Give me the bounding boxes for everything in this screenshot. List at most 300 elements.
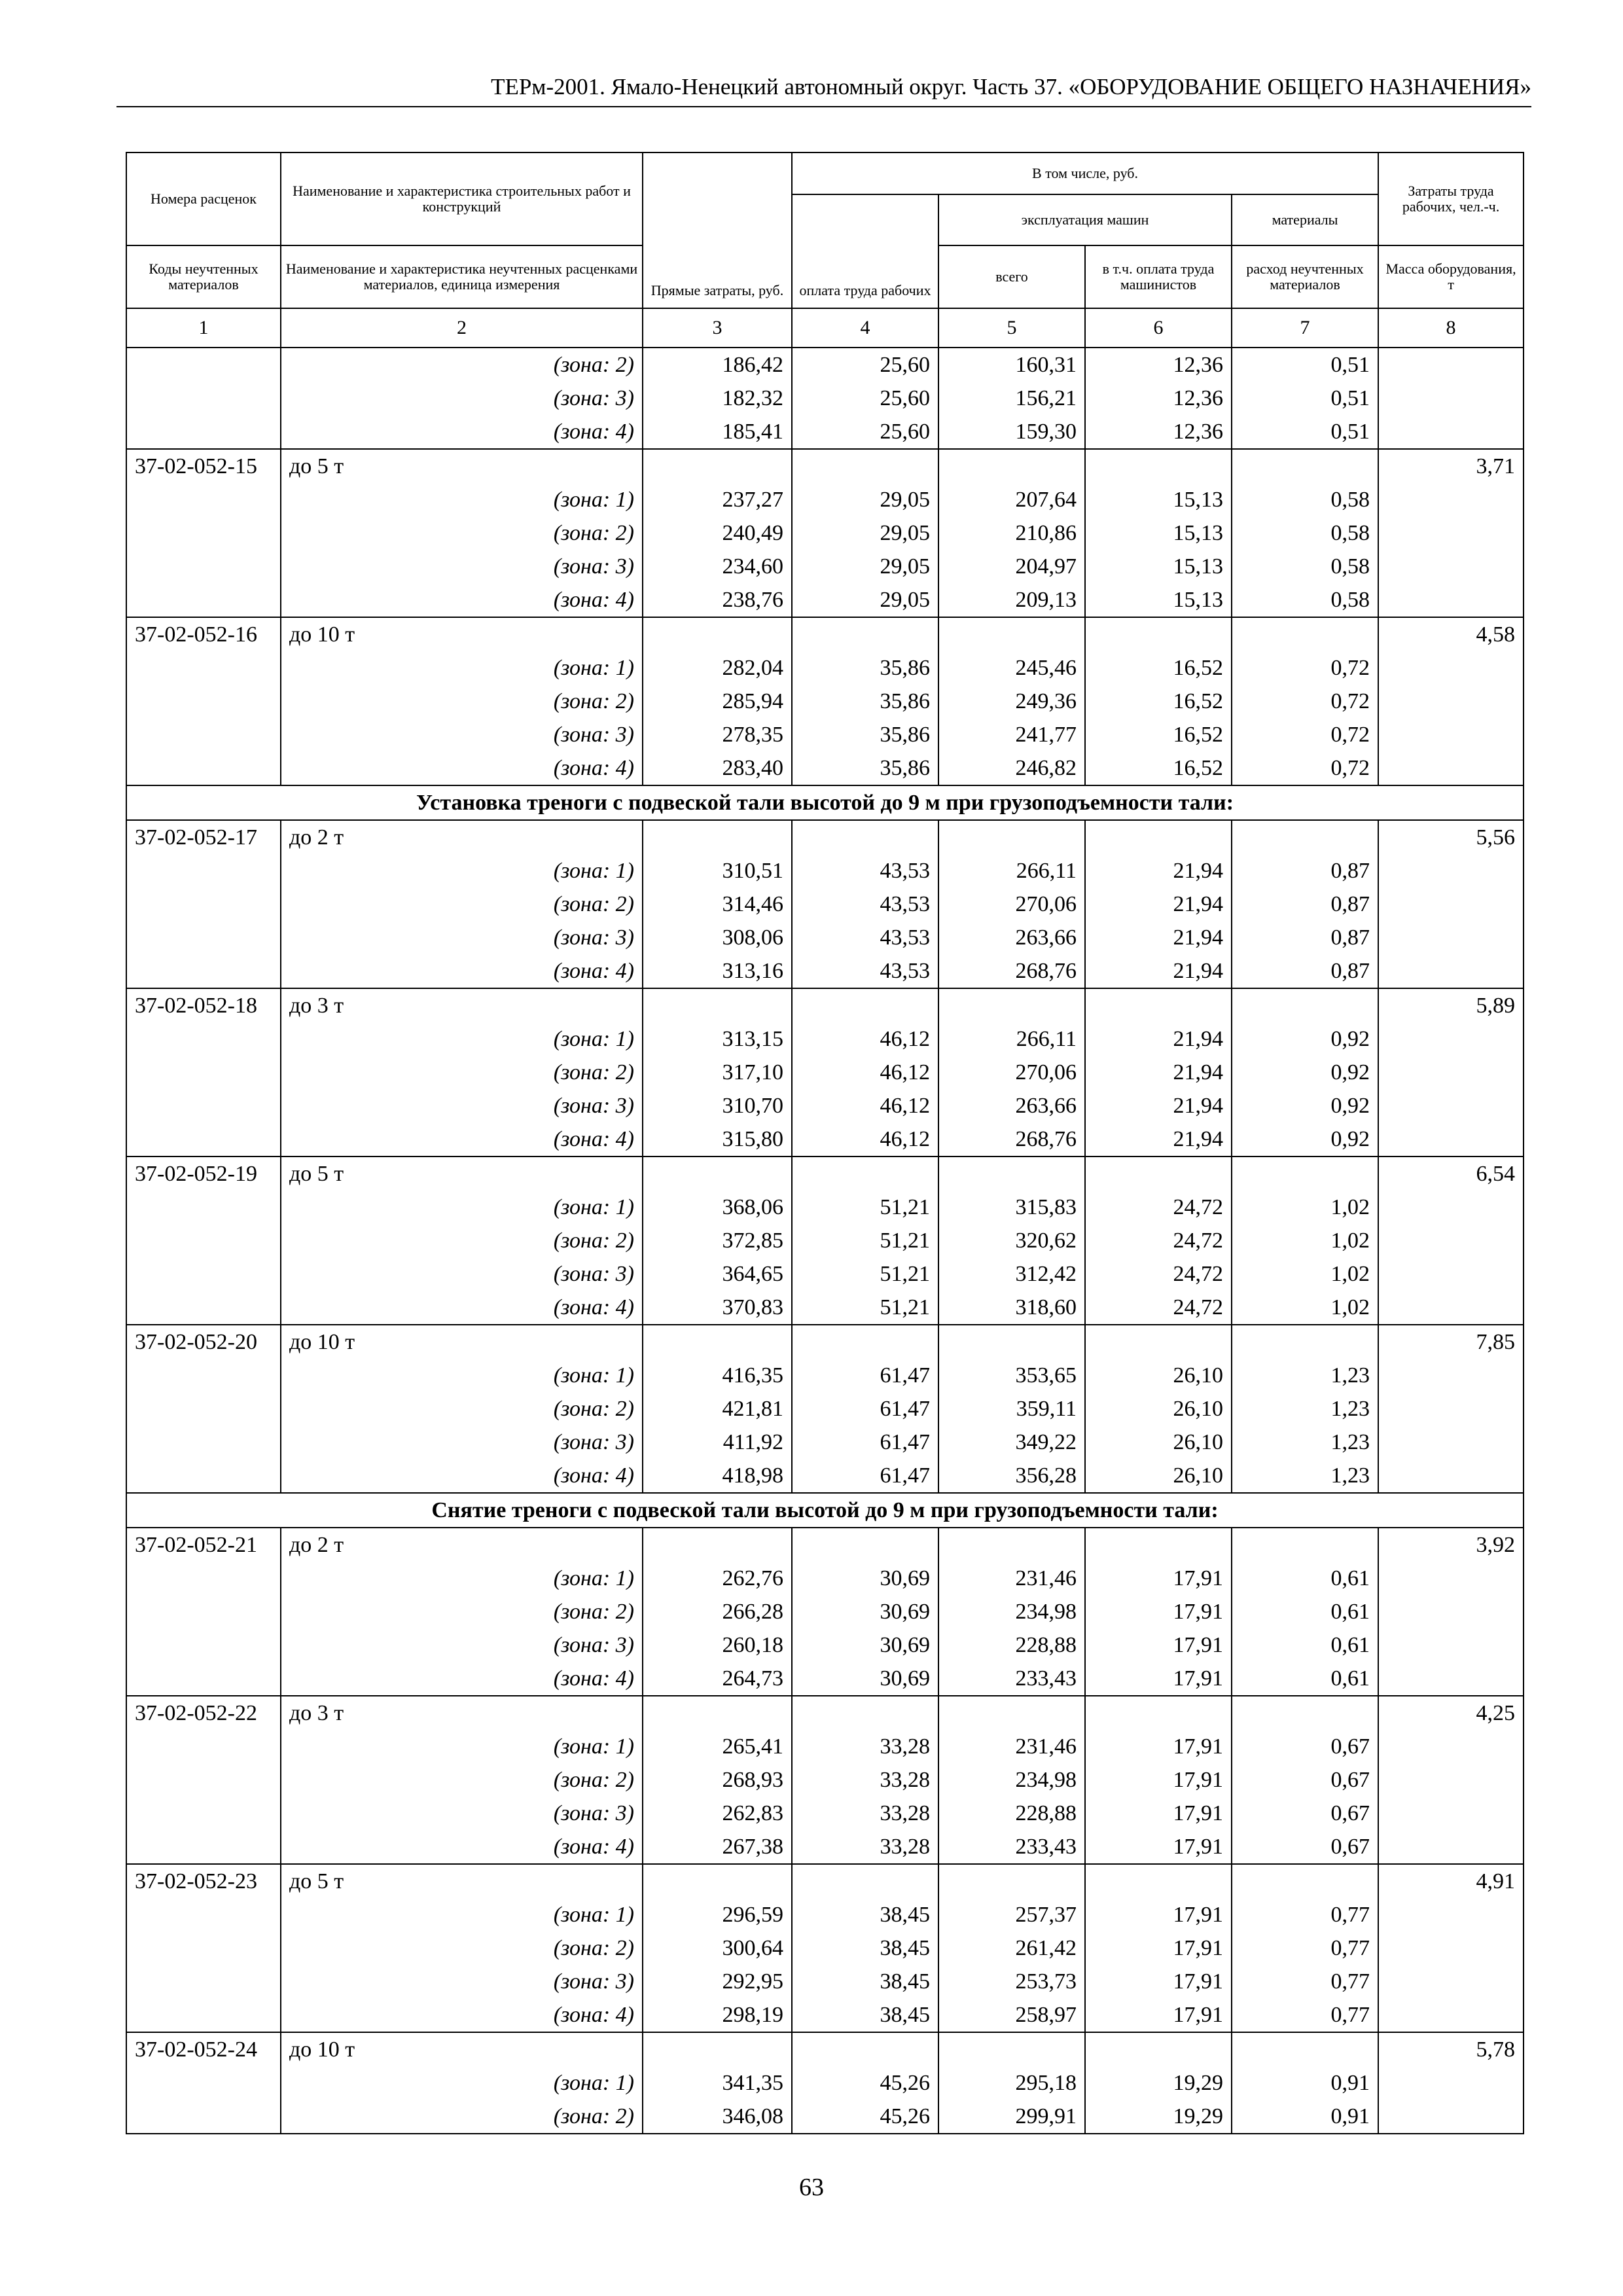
zone-row — [126, 1291, 1524, 1325]
labor-cost — [1378, 888, 1524, 921]
machine-total: 299,91 — [938, 2100, 1085, 2134]
worker-pay: 51,21 — [792, 1224, 938, 1257]
section-title: Снятие треноги с подвеской тали высотой до 9 м при грузоподъемности тали: — [126, 1493, 1524, 1528]
rate-code — [126, 1730, 281, 1763]
direct-cost: 265,41 — [643, 1730, 792, 1763]
worker-pay: 61,47 — [792, 1459, 938, 1493]
labor-cost — [1378, 1965, 1524, 1998]
machinist-pay: 21,94 — [1085, 1089, 1232, 1122]
labor-cost: 3,92 — [1378, 1528, 1524, 1562]
worker-pay: 29,05 — [792, 550, 938, 583]
rates-table — [126, 152, 1524, 2134]
rate-code — [126, 1291, 281, 1325]
worker-pay: 38,45 — [792, 1898, 938, 1931]
rate-code: 37-02-052-17 — [126, 820, 281, 854]
zone-row — [126, 1359, 1524, 1392]
rate-code — [126, 651, 281, 685]
table-header — [126, 152, 1524, 348]
machinist-pay — [1085, 1864, 1232, 1898]
worker-pay: 51,21 — [792, 1257, 938, 1291]
zone-row — [126, 1931, 1524, 1965]
machine-total — [938, 988, 1085, 1022]
labor-cost: 7,85 — [1378, 1325, 1524, 1359]
machine-total: 295,18 — [938, 2066, 1085, 2100]
materials-cost: 0,77 — [1232, 1998, 1378, 2032]
machinist-pay: 26,10 — [1085, 1359, 1232, 1392]
direct-cost: 234,60 — [643, 550, 792, 583]
machine-total: 207,64 — [938, 483, 1085, 516]
machine-total: 266,11 — [938, 854, 1085, 888]
machine-total: 312,42 — [938, 1257, 1085, 1291]
direct-cost — [643, 1696, 792, 1730]
machinist-pay: 17,91 — [1085, 1562, 1232, 1595]
header-machine-op: эксплуатация машин — [938, 194, 1232, 245]
labor-cost — [1378, 1562, 1524, 1595]
header-direct-cost: Прямые затраты, руб. — [643, 152, 792, 308]
labor-cost — [1378, 954, 1524, 988]
rate-code — [126, 1392, 281, 1426]
worker-pay: 35,86 — [792, 651, 938, 685]
machine-total: 241,77 — [938, 718, 1085, 751]
machinist-pay: 17,91 — [1085, 1998, 1232, 2032]
rate-name: до 10 т — [281, 2032, 643, 2066]
labor-cost — [1378, 1191, 1524, 1224]
zone-label: (зона: 3) — [281, 550, 643, 583]
machinist-pay: 21,94 — [1085, 888, 1232, 921]
direct-cost — [643, 2032, 792, 2066]
rate-row — [126, 988, 1524, 1022]
machinist-pay — [1085, 1157, 1232, 1191]
materials-cost: 1,23 — [1232, 1459, 1378, 1493]
zone-row — [126, 854, 1524, 888]
rate-code — [126, 1797, 281, 1830]
worker-pay: 29,05 — [792, 516, 938, 550]
zone-row — [126, 1628, 1524, 1662]
header-including: В том числе, руб. — [792, 152, 1378, 194]
machine-total: 359,11 — [938, 1392, 1085, 1426]
materials-cost: 0,67 — [1232, 1730, 1378, 1763]
machinist-pay: 16,52 — [1085, 685, 1232, 718]
rate-row — [126, 449, 1524, 483]
labor-cost — [1378, 651, 1524, 685]
header-name-materials: Наименование и характеристика неучтенных расценками материалов, единица измерения — [281, 245, 643, 308]
worker-pay: 43,53 — [792, 854, 938, 888]
machine-total: 159,30 — [938, 415, 1085, 449]
worker-pay: 61,47 — [792, 1392, 938, 1426]
machine-total: 320,62 — [938, 1224, 1085, 1257]
direct-cost — [643, 449, 792, 483]
materials-cost: 0,91 — [1232, 2066, 1378, 2100]
rate-code — [126, 1898, 281, 1931]
table-body — [126, 348, 1524, 2134]
machinist-pay: 17,91 — [1085, 1628, 1232, 1662]
machine-total: 353,65 — [938, 1359, 1085, 1392]
zone-label: (зона: 4) — [281, 1662, 643, 1696]
materials-cost: 1,02 — [1232, 1291, 1378, 1325]
materials-cost: 0,87 — [1232, 888, 1378, 921]
labor-cost — [1378, 1730, 1524, 1763]
labor-cost — [1378, 1662, 1524, 1696]
zone-row — [126, 1998, 1524, 2032]
zone-row — [126, 1056, 1524, 1089]
machine-total: 266,11 — [938, 1022, 1085, 1056]
column-number: 2 — [281, 308, 643, 348]
labor-cost — [1378, 1122, 1524, 1157]
machinist-pay: 12,36 — [1085, 382, 1232, 415]
rate-code — [126, 1022, 281, 1056]
direct-cost: 278,35 — [643, 718, 792, 751]
rate-name: до 2 т — [281, 1528, 643, 1562]
labor-cost — [1378, 1224, 1524, 1257]
machinist-pay: 17,91 — [1085, 1763, 1232, 1797]
machine-total: 204,97 — [938, 550, 1085, 583]
labor-cost — [1378, 382, 1524, 415]
machine-total: 249,36 — [938, 685, 1085, 718]
worker-pay: 51,21 — [792, 1291, 938, 1325]
machinist-pay: 17,91 — [1085, 1965, 1232, 1998]
machine-total: 233,43 — [938, 1830, 1085, 1864]
zone-label: (зона: 1) — [281, 1730, 643, 1763]
labor-cost — [1378, 1797, 1524, 1830]
direct-cost: 308,06 — [643, 921, 792, 954]
rate-code: 37-02-052-22 — [126, 1696, 281, 1730]
rate-row — [126, 820, 1524, 854]
zone-label: (зона: 1) — [281, 1359, 643, 1392]
rate-row — [126, 1157, 1524, 1191]
machinist-pay: 17,91 — [1085, 1830, 1232, 1864]
rate-name: до 5 т — [281, 449, 643, 483]
zone-label: (зона: 2) — [281, 1595, 643, 1628]
labor-cost — [1378, 516, 1524, 550]
zone-row — [126, 1562, 1524, 1595]
column-number: 3 — [643, 308, 792, 348]
materials-cost: 0,58 — [1232, 516, 1378, 550]
rate-code: 37-02-052-23 — [126, 1864, 281, 1898]
labor-cost — [1378, 1998, 1524, 2032]
machine-total — [938, 449, 1085, 483]
machinist-pay — [1085, 820, 1232, 854]
section-row — [126, 785, 1524, 820]
worker-pay — [792, 1325, 938, 1359]
rate-code — [126, 2066, 281, 2100]
direct-cost — [643, 820, 792, 854]
machinist-pay: 26,10 — [1085, 1459, 1232, 1493]
rate-code — [126, 1595, 281, 1628]
worker-pay: 46,12 — [792, 1089, 938, 1122]
machinist-pay: 24,72 — [1085, 1257, 1232, 1291]
rate-code — [126, 888, 281, 921]
worker-pay — [792, 1864, 938, 1898]
rate-name: до 2 т — [281, 820, 643, 854]
labor-cost — [1378, 348, 1524, 382]
machine-total — [938, 820, 1085, 854]
rate-code: 37-02-052-21 — [126, 1528, 281, 1562]
rate-code: 37-02-052-19 — [126, 1157, 281, 1191]
worker-pay: 25,60 — [792, 348, 938, 382]
machinist-pay: 21,94 — [1085, 1122, 1232, 1157]
machine-total: 246,82 — [938, 751, 1085, 785]
machinist-pay: 12,36 — [1085, 415, 1232, 449]
zone-label: (зона: 4) — [281, 1459, 643, 1493]
rate-code — [126, 685, 281, 718]
rate-code — [126, 954, 281, 988]
worker-pay: 46,12 — [792, 1056, 938, 1089]
materials-cost: 0,77 — [1232, 1965, 1378, 1998]
rate-code — [126, 1998, 281, 2032]
zone-label: (зона: 2) — [281, 1056, 643, 1089]
materials-cost: 1,02 — [1232, 1257, 1378, 1291]
zone-row — [126, 1965, 1524, 1998]
materials-cost: 0,61 — [1232, 1595, 1378, 1628]
rate-row — [126, 1325, 1524, 1359]
machine-total — [938, 1157, 1085, 1191]
zone-label: (зона: 1) — [281, 1191, 643, 1224]
header-total: всего — [938, 245, 1085, 308]
labor-cost — [1378, 1931, 1524, 1965]
rate-code — [126, 1662, 281, 1696]
zone-row — [126, 1426, 1524, 1459]
direct-cost: 310,70 — [643, 1089, 792, 1122]
zone-label: (зона: 2) — [281, 888, 643, 921]
materials-cost: 0,87 — [1232, 921, 1378, 954]
worker-pay — [792, 820, 938, 854]
machine-total: 257,37 — [938, 1898, 1085, 1931]
worker-pay: 30,69 — [792, 1662, 938, 1696]
zone-label: (зона: 3) — [281, 718, 643, 751]
materials-cost: 0,72 — [1232, 751, 1378, 785]
labor-cost: 5,78 — [1378, 2032, 1524, 2066]
zone-label: (зона: 3) — [281, 1089, 643, 1122]
worker-pay: 45,26 — [792, 2100, 938, 2134]
rate-code — [126, 1965, 281, 1998]
materials-cost: 0,51 — [1232, 348, 1378, 382]
machinist-pay: 24,72 — [1085, 1291, 1232, 1325]
machine-total: 268,76 — [938, 954, 1085, 988]
zone-label: (зона: 4) — [281, 1998, 643, 2032]
labor-cost: 3,71 — [1378, 449, 1524, 483]
zone-label: (зона: 3) — [281, 382, 643, 415]
direct-cost: 182,32 — [643, 382, 792, 415]
machine-total — [938, 1696, 1085, 1730]
rate-name: до 5 т — [281, 1864, 643, 1898]
zone-row — [126, 382, 1524, 415]
direct-cost: 264,73 — [643, 1662, 792, 1696]
direct-cost: 313,16 — [643, 954, 792, 988]
rate-row — [126, 2032, 1524, 2066]
direct-cost: 310,51 — [643, 854, 792, 888]
rate-code — [126, 1830, 281, 1864]
labor-cost — [1378, 1426, 1524, 1459]
zone-label: (зона: 4) — [281, 1291, 643, 1325]
rate-code — [126, 1359, 281, 1392]
machine-total: 261,42 — [938, 1931, 1085, 1965]
materials-cost: 0,77 — [1232, 1931, 1378, 1965]
materials-cost: 0,87 — [1232, 854, 1378, 888]
direct-cost — [643, 1864, 792, 1898]
rate-name: до 10 т — [281, 1325, 643, 1359]
worker-pay: 35,86 — [792, 685, 938, 718]
machine-total: 228,88 — [938, 1797, 1085, 1830]
rate-code — [126, 1257, 281, 1291]
direct-cost: 283,40 — [643, 751, 792, 785]
rate-code — [126, 921, 281, 954]
machine-total: 245,46 — [938, 651, 1085, 685]
materials-cost: 0,58 — [1232, 583, 1378, 617]
materials-cost: 1,02 — [1232, 1191, 1378, 1224]
rate-row — [126, 1528, 1524, 1562]
machine-total: 209,13 — [938, 583, 1085, 617]
machine-total: 318,60 — [938, 1291, 1085, 1325]
zone-label: (зона: 3) — [281, 1797, 643, 1830]
zone-row — [126, 1257, 1524, 1291]
machine-total: 258,97 — [938, 1998, 1085, 2032]
labor-cost — [1378, 1830, 1524, 1864]
machinist-pay — [1085, 988, 1232, 1022]
machine-total — [938, 1325, 1085, 1359]
worker-pay: 51,21 — [792, 1191, 938, 1224]
rate-code — [126, 1056, 281, 1089]
direct-cost: 368,06 — [643, 1191, 792, 1224]
machinist-pay: 12,36 — [1085, 348, 1232, 382]
materials-cost — [1232, 1157, 1378, 1191]
header-code-materials: Коды неучтенных материалов — [126, 245, 281, 308]
materials-cost — [1232, 1696, 1378, 1730]
header-worker-pay: оплата труда рабочих — [792, 194, 938, 308]
materials-cost: 0,77 — [1232, 1898, 1378, 1931]
machine-total — [938, 1528, 1085, 1562]
labor-cost — [1378, 854, 1524, 888]
machinist-pay: 16,52 — [1085, 651, 1232, 685]
zone-label: (зона: 4) — [281, 415, 643, 449]
worker-pay: 33,28 — [792, 1797, 938, 1830]
materials-cost: 0,67 — [1232, 1797, 1378, 1830]
zone-label: (зона: 3) — [281, 1965, 643, 1998]
direct-cost: 282,04 — [643, 651, 792, 685]
materials-cost: 0,92 — [1232, 1056, 1378, 1089]
machinist-pay: 24,72 — [1085, 1191, 1232, 1224]
zone-row — [126, 1898, 1524, 1931]
direct-cost: 341,35 — [643, 2066, 792, 2100]
machinist-pay: 17,91 — [1085, 1595, 1232, 1628]
materials-cost: 0,58 — [1232, 550, 1378, 583]
worker-pay — [792, 1696, 938, 1730]
section-row — [126, 1493, 1524, 1528]
rate-code — [126, 382, 281, 415]
worker-pay — [792, 2032, 938, 2066]
zone-label: (зона: 1) — [281, 1562, 643, 1595]
direct-cost: 266,28 — [643, 1595, 792, 1628]
labor-cost — [1378, 685, 1524, 718]
machine-total: 263,66 — [938, 1089, 1085, 1122]
worker-pay: 35,86 — [792, 751, 938, 785]
machinist-pay: 17,91 — [1085, 1797, 1232, 1830]
column-number: 4 — [792, 308, 938, 348]
materials-cost: 0,92 — [1232, 1022, 1378, 1056]
materials-cost: 0,51 — [1232, 415, 1378, 449]
zone-row — [126, 483, 1524, 516]
machine-total — [938, 1864, 1085, 1898]
labor-cost — [1378, 2100, 1524, 2134]
header-code-rates: Номера расценок — [126, 152, 281, 245]
direct-cost: 416,35 — [643, 1359, 792, 1392]
rate-name: до 3 т — [281, 988, 643, 1022]
machine-total: 234,98 — [938, 1595, 1085, 1628]
machinist-pay: 17,91 — [1085, 1662, 1232, 1696]
zone-label: (зона: 4) — [281, 583, 643, 617]
labor-cost — [1378, 415, 1524, 449]
machine-total: 156,21 — [938, 382, 1085, 415]
zone-row — [126, 1191, 1524, 1224]
machine-total: 228,88 — [938, 1628, 1085, 1662]
zone-row — [126, 516, 1524, 550]
rate-code — [126, 718, 281, 751]
header-labor: Затраты труда рабочих, чел.-ч. — [1378, 152, 1524, 245]
rate-code — [126, 1628, 281, 1662]
zone-row — [126, 348, 1524, 382]
direct-cost — [643, 988, 792, 1022]
materials-cost: 0,58 — [1232, 483, 1378, 516]
page-header: ТЕРм-2001. Ямало-Ненецкий автономный округ. Часть 37. «ОБОРУДОВАНИЕ ОБЩЕГО НАЗНАЧЕНИЯ» — [116, 68, 1531, 107]
materials-cost: 0,92 — [1232, 1089, 1378, 1122]
direct-cost: 317,10 — [643, 1056, 792, 1089]
direct-cost: 262,76 — [643, 1562, 792, 1595]
rate-code — [126, 1931, 281, 1965]
rate-code — [126, 854, 281, 888]
zone-row — [126, 2066, 1524, 2100]
machinist-pay — [1085, 449, 1232, 483]
labor-cost — [1378, 1089, 1524, 1122]
machinist-pay: 17,91 — [1085, 1898, 1232, 1931]
zone-row — [126, 1830, 1524, 1864]
worker-pay: 29,05 — [792, 483, 938, 516]
machinist-pay: 21,94 — [1085, 954, 1232, 988]
rate-name: до 3 т — [281, 1696, 643, 1730]
machinist-pay: 26,10 — [1085, 1426, 1232, 1459]
labor-cost — [1378, 1392, 1524, 1426]
zone-row — [126, 921, 1524, 954]
machinist-pay — [1085, 1528, 1232, 1562]
labor-cost: 4,25 — [1378, 1696, 1524, 1730]
rate-code — [126, 348, 281, 382]
machine-total: 233,43 — [938, 1662, 1085, 1696]
header-material-usage: расход неучтенных материалов — [1232, 245, 1378, 308]
materials-cost: 0,61 — [1232, 1628, 1378, 1662]
machine-total: 270,06 — [938, 1056, 1085, 1089]
worker-pay — [792, 1528, 938, 1562]
direct-cost: 372,85 — [643, 1224, 792, 1257]
zone-label: (зона: 3) — [281, 1257, 643, 1291]
labor-cost: 5,89 — [1378, 988, 1524, 1022]
direct-cost: 292,95 — [643, 1965, 792, 1998]
zone-label: (зона: 2) — [281, 1392, 643, 1426]
zone-row — [126, 685, 1524, 718]
machine-total: 356,28 — [938, 1459, 1085, 1493]
machine-total: 349,22 — [938, 1426, 1085, 1459]
direct-cost: 260,18 — [643, 1628, 792, 1662]
zone-label: (зона: 2) — [281, 348, 643, 382]
worker-pay: 61,47 — [792, 1359, 938, 1392]
machinist-pay: 15,13 — [1085, 483, 1232, 516]
rate-name: до 5 т — [281, 1157, 643, 1191]
direct-cost — [643, 1528, 792, 1562]
zone-label: (зона: 2) — [281, 1763, 643, 1797]
machine-total: 231,46 — [938, 1730, 1085, 1763]
machinist-pay: 15,13 — [1085, 583, 1232, 617]
machine-total: 270,06 — [938, 888, 1085, 921]
zone-row — [126, 1224, 1524, 1257]
worker-pay: 43,53 — [792, 888, 938, 921]
zone-row — [126, 1022, 1524, 1056]
